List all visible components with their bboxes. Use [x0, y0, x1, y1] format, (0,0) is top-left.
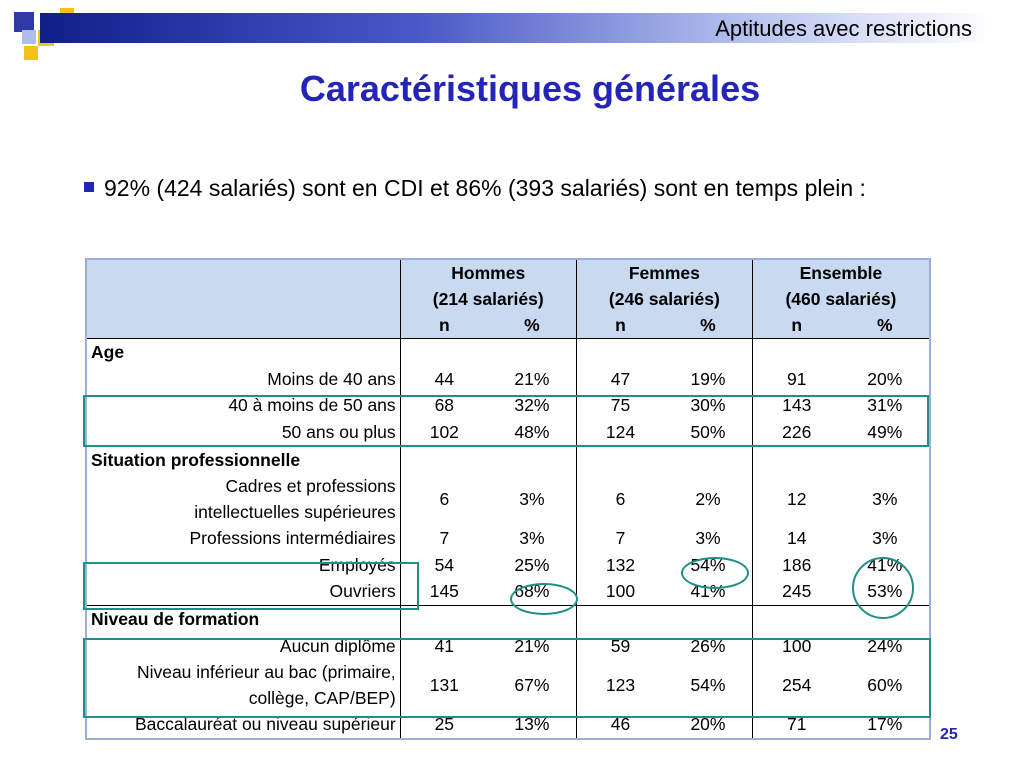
- cell: 59: [610, 635, 631, 656]
- cell: 60%: [867, 674, 903, 695]
- cell: 30%: [664, 392, 752, 419]
- header-blank-cell: [86, 259, 400, 339]
- cell: 3%: [872, 528, 898, 549]
- cell: 124: [605, 422, 636, 443]
- cell: 25: [434, 714, 455, 735]
- row-label-line: Cadres et professions: [225, 475, 396, 496]
- row-label: Employés: [86, 552, 400, 579]
- cell: 3%: [872, 488, 898, 509]
- header-n: n: [752, 312, 840, 339]
- cell: 68: [434, 395, 455, 416]
- header-group-name: Ensemble: [752, 259, 930, 286]
- cell: 7: [615, 528, 626, 549]
- cell: 21%: [488, 632, 576, 659]
- cell: 68%: [488, 578, 576, 605]
- header-group-count: (460 salariés): [752, 286, 930, 312]
- cell: 186: [782, 554, 812, 575]
- cell: 12: [787, 488, 807, 509]
- highlight-oval-men-ouvriers: [510, 583, 578, 615]
- cell: 26%: [664, 632, 752, 659]
- cell: 17%: [867, 714, 903, 735]
- row-label: Aucun diplôme: [86, 632, 400, 659]
- row-label-line: intellectuelles supérieures: [194, 501, 396, 522]
- decor-square-yellow: [24, 46, 38, 60]
- cell: 19%: [664, 366, 752, 393]
- cell: 13%: [488, 711, 576, 739]
- header-group-count: (246 salariés): [576, 286, 752, 312]
- square-bullet-icon: [84, 182, 94, 192]
- cell: 143: [782, 395, 812, 416]
- cell: 7: [439, 528, 450, 549]
- cell: 100: [782, 635, 812, 656]
- header-pct: %: [664, 312, 752, 339]
- header-pct: %: [488, 312, 576, 339]
- cell: 54: [434, 554, 455, 575]
- row-label: Moins de 40 ans: [86, 366, 400, 393]
- row-label: Professions intermédiaires: [86, 525, 400, 552]
- table-row: [86, 473, 930, 525]
- header-pct: %: [841, 312, 930, 339]
- cell: 145: [429, 581, 459, 602]
- cell: 6: [615, 488, 626, 509]
- highlight-box-age: [83, 395, 929, 447]
- table-header-row: [86, 259, 930, 286]
- cell: 226: [782, 422, 812, 443]
- row-label: 40 à moins de 50 ans: [86, 392, 400, 419]
- cell: 2%: [664, 473, 752, 525]
- intro-bullet: [84, 166, 994, 210]
- cell: 131: [429, 674, 459, 695]
- cell: 100: [605, 581, 636, 602]
- row-label-line: collège, CAP/BEP): [248, 687, 396, 708]
- row-label: Baccalauréat ou niveau supérieur: [86, 711, 400, 739]
- cell: 46: [610, 714, 631, 735]
- section-row: [86, 339, 930, 366]
- cell: 32%: [488, 392, 576, 419]
- cell: 254: [782, 674, 812, 695]
- cell: 3%: [488, 525, 576, 552]
- table-row: [86, 525, 930, 552]
- cell: 245: [782, 581, 812, 602]
- section-title: Aptitudes avec restrictions: [715, 16, 972, 41]
- header-group-name: Hommes: [400, 259, 576, 286]
- cell: 50%: [664, 419, 752, 446]
- header-n: n: [400, 312, 488, 339]
- cell: 132: [605, 554, 636, 575]
- highlight-oval-all: [852, 557, 914, 619]
- slide-number: 25: [940, 726, 958, 743]
- cell: 53%: [867, 581, 903, 602]
- row-label: Ouvriers: [86, 578, 400, 605]
- cell: 75: [610, 395, 631, 416]
- cell: 47: [610, 368, 631, 389]
- cell: 71: [787, 714, 807, 735]
- cell: 41: [434, 635, 455, 656]
- cell: 20%: [664, 711, 752, 739]
- cell: 91: [787, 368, 807, 389]
- cell: 54%: [664, 552, 752, 579]
- table-row: [86, 366, 930, 393]
- cell: 25%: [488, 552, 576, 579]
- cell: 41%: [664, 578, 752, 605]
- section-title: Situation professionnelle: [86, 446, 400, 473]
- cell: 41%: [867, 554, 903, 575]
- cell: 21%: [488, 366, 576, 393]
- cell: 20%: [867, 368, 903, 389]
- decor-square-light: [22, 30, 36, 44]
- cell: 54%: [664, 659, 752, 711]
- cell: 123: [605, 674, 636, 695]
- cell: 67%: [488, 659, 576, 711]
- header-n: n: [576, 312, 664, 339]
- cell: 3%: [488, 473, 576, 525]
- row-label: 50 ans ou plus: [86, 419, 400, 446]
- cell: 3%: [664, 525, 752, 552]
- cell: 44: [434, 368, 455, 389]
- page-title: Caractéristiques générales: [299, 68, 761, 109]
- cell: 102: [429, 422, 459, 443]
- cell: 14: [787, 528, 807, 549]
- cell: 6: [439, 488, 450, 509]
- row-label: [86, 473, 400, 525]
- section-title: Niveau de formation: [86, 605, 400, 632]
- highlight-oval-women-employes: [681, 557, 749, 589]
- header-group-name: Femmes: [576, 259, 752, 286]
- highlight-box-occupation: [83, 562, 419, 610]
- cell: 24%: [867, 635, 903, 656]
- cell: 48%: [488, 419, 576, 446]
- section-title: Age: [86, 339, 400, 366]
- header-group-count: (214 salariés): [400, 286, 576, 312]
- row-label-line: Niveau inférieur au bac (primaire,: [136, 661, 396, 682]
- highlight-box-education: [83, 638, 931, 718]
- cell: 31%: [867, 395, 903, 416]
- cell: 49%: [867, 422, 903, 443]
- section-row: [86, 446, 930, 473]
- intro-text: 92% (424 salariés) sont en CDI et 86% (393 salariés) sont en temps plein :: [104, 175, 866, 201]
- decor-square-blue: [14, 12, 34, 32]
